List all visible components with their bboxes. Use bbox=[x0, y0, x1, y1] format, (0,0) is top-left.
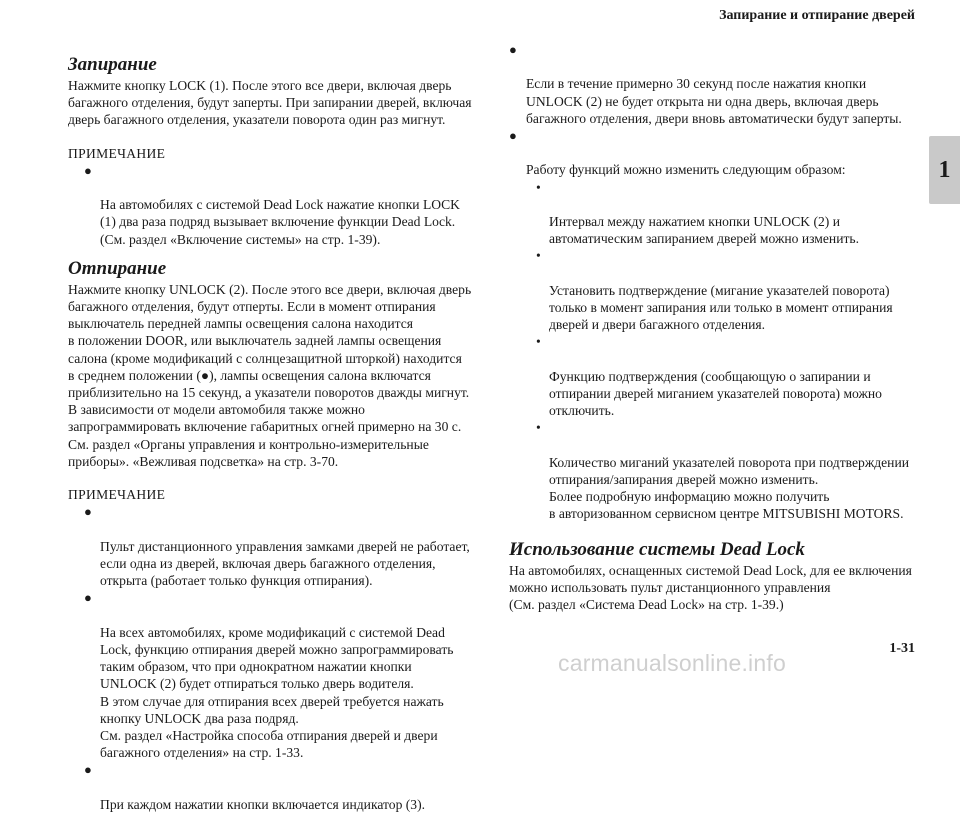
sub-list-item-text: Интервал между нажатием кнопки UNLOCK (2) и автоматическим запиранием дверей можно изменить. bbox=[549, 214, 860, 247]
sub-list-item-text: Установить подтверждение (мигание указателей поворота) только в момент запирания или только в момент отпирания дверей и двери багажного отделения. bbox=[549, 282, 893, 333]
bullet-icon: ● bbox=[84, 590, 92, 606]
sub-bullet-icon: • bbox=[536, 334, 541, 350]
sub-list-item bbox=[509, 179, 916, 248]
chapter-tab: 1 bbox=[929, 136, 960, 204]
note-item-text: На всех автомобилях, кроме модификаций с системой Dead Lock, функцию отпирания дверей можно запрограммировать таким образом, что при однократном нажатии кнопки UNLOCK (2) будет отпираться только дверь водителя. В этом случае для отпирания всех дверей требуется нажать кнопку UNLOCK два раза подряд. См. раздел «Настройка способа отпирания дверей и двери багажного отделения» на стр. 1-33. bbox=[100, 624, 454, 761]
sub-list-item-text: Количество миганий указателей поворота при подтверждении отпирания/запирания дверей можно изменить. Более подробную информацию можно получить в авторизованном сервисном центре MITSUBISHI MOTORS. bbox=[549, 454, 909, 522]
note-label: ПРИМЕЧАНИЕ bbox=[68, 487, 166, 503]
note-label: ПРИМЕЧАНИЕ bbox=[68, 145, 166, 161]
bullet-icon: ● bbox=[84, 762, 92, 778]
bullet-icon: ● bbox=[509, 128, 517, 144]
deadlock-heading: Использование системы Dead Lock bbox=[509, 538, 805, 560]
note-item-text: На автомобилях с системой Dead Lock нажатие кнопки LOCK (1) два раза подряд вызывает включение функции Dead Lock. (См. раздел «Включение системы» на стр. 1-39). bbox=[100, 197, 460, 247]
lock-heading: Запирание bbox=[68, 54, 157, 75]
sub-list-item bbox=[509, 333, 916, 419]
note-item bbox=[68, 589, 476, 761]
note-item bbox=[68, 503, 476, 589]
page-number: 1-31 bbox=[889, 641, 915, 656]
sub-bullet-icon: • bbox=[536, 420, 541, 436]
bullet-icon: ● bbox=[509, 42, 517, 57]
lock-paragraph: Нажмите кнопку LOCK (1). После этого все двери, включая дверь багажного отделения, будут заперты. При запирании дверей, включая дверь багажного отделения, указатели поворота один раз мигнут. bbox=[68, 78, 472, 128]
note-item-text: При каждом нажатии кнопки включается индикатор (3). bbox=[100, 796, 426, 812]
running-head: Запирание и отпирание дверей bbox=[719, 8, 915, 23]
sub-list-item-text: Функцию подтверждения (сообщающую о запирании и отпирании дверей миганием указателей поворота) можно отключить. bbox=[549, 368, 882, 419]
sub-bullet-icon: • bbox=[536, 179, 541, 195]
unlock-paragraph: Нажмите кнопку UNLOCK (2). После этого все двери, включая дверь багажного отделения, будут отперты. Если в момент отпирания выключатель передней лампы освещения салона находится в положении DOOR, или выключатель задней лампы освещения салона (кроме модификаций с солнцезащитной шторкой) находится в среднем положении (●), лампы освещения салона включатся приблизительно на 15 секунд, а указатели поворотов дважды мигнут. В зависимости от модели автомобиля также можно запрограммировать включение габаритных огней примерно на 30 с. См. раздел «Органы управления и контрольно-измерительные приборы». «Вежливая подсветка» на стр. 3-70. bbox=[68, 281, 472, 469]
bullet-icon: ● bbox=[84, 504, 92, 520]
list-item-text: Работу функций можно изменить следующим образом: bbox=[526, 162, 846, 178]
note-item-text: Пульт дистанционного управления замками дверей не работает, если одна из дверей, включая дверь багажного отделения, открыта (работает только функция отпирания). bbox=[100, 538, 470, 589]
left-column bbox=[68, 54, 476, 813]
deadlock-paragraph: На автомобилях, оснащенных системой Dead Lock, для ее включения можно использовать пульт дистанционного управления (См. раздел «Система Dead Lock» на стр. 1-39.) bbox=[509, 562, 912, 613]
list-item-text: Если в течение примерно 30 секунд после нажатия кнопки UNLOCK (2) не будет открыта ни одна дверь, включая дверь багажного отделения, двери вновь автоматически будут заперты. bbox=[526, 76, 902, 126]
list-item bbox=[509, 127, 916, 179]
sub-list-item bbox=[509, 247, 916, 333]
note-item bbox=[68, 162, 476, 248]
unlock-heading: Отпирание bbox=[68, 257, 167, 279]
sub-list-item bbox=[509, 419, 916, 522]
sub-bullet-icon: • bbox=[536, 248, 541, 264]
list-item bbox=[509, 41, 916, 127]
right-column bbox=[509, 41, 916, 613]
bullet-icon: ● bbox=[84, 162, 92, 178]
watermark: carmanualsonline.info bbox=[558, 650, 786, 676]
note-item bbox=[68, 761, 476, 813]
